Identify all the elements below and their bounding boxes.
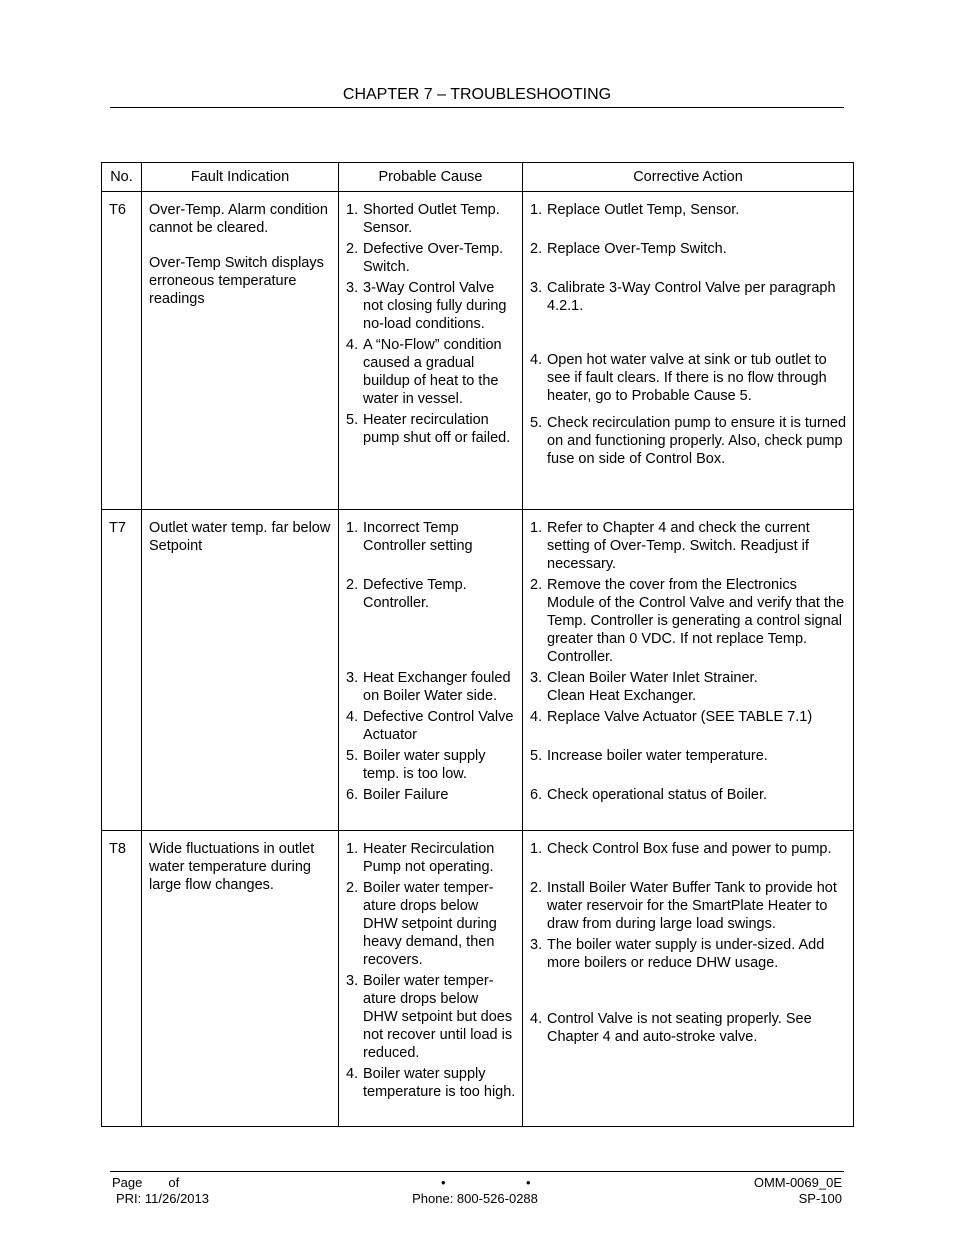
table-row-t8 [102, 831, 854, 1127]
action-item: 1. Check Control Box fuse and power to pump. [530, 841, 832, 857]
footer-center [380, 1175, 570, 1207]
action-item: 3. The boiler water supply is under-sized. Add more boilers or reduce DHW usage. [530, 937, 825, 971]
action-item: 3. Calibrate 3-Way Control Valve per paragraph 4.2.1. [530, 280, 836, 314]
cause-item: 3. Boiler water temper-ature drops below DHW setpoint but does not recover until load is reduced. [346, 973, 513, 1061]
bullet-icon: • [441, 1175, 446, 1190]
chapter-title: CHAPTER 7 – TROUBLESHOOTING [342, 86, 612, 103]
cause-item: 5. Heater recirculation pump shut off or failed. [346, 412, 511, 446]
fault-text: Over-Temp. Alarm condition cannot be cleared. [149, 202, 328, 236]
probable-cause-cell [339, 192, 523, 510]
fault-indication [142, 510, 339, 831]
action-item: 6. Check operational status of Boiler. [530, 787, 768, 803]
column-header-fault: Fault Indication [142, 163, 339, 192]
cause-item: 2. Defective Over-Temp. Switch. [346, 241, 504, 275]
cause-item: 2. Boiler water temper-ature drops below DHW setpoint during heavy demand, then recovers. [346, 880, 497, 968]
row-number: T6 [102, 192, 142, 510]
corrective-action-cell [523, 192, 854, 510]
fault-indication [142, 831, 339, 1127]
action-item: 1. Replace Outlet Temp, Sensor. [530, 202, 740, 218]
action-item: 2. Remove the cover from the Electronics Module of the Control Valve and verify that the Temp. Controller is generating a control signal greater than 0 VDC. If not replace Temp. Controller. [530, 577, 845, 665]
row-number: T8 [102, 831, 142, 1127]
document-number: OMM-0069_0E [753, 1175, 842, 1190]
column-header-no: No. [102, 163, 142, 192]
table-row-t7 [102, 510, 854, 831]
action-item: 4. Open hot water valve at sink or tub outlet to see if fault clears. If there is no flow through heater, go to Probable Cause 5. [530, 352, 827, 404]
troubleshooting-table [101, 162, 854, 1127]
column-header-action: Corrective Action [523, 163, 854, 192]
action-item: 2. Install Boiler Water Buffer Tank to provide hot water reservoir for the SmartPlate Heater to draw from during large load swings. [530, 880, 837, 932]
action-item: 4. Replace Valve Actuator (SEE TABLE 7.1) [530, 709, 813, 725]
cause-item: 1. Heater Recirculation Pump not operating. [346, 841, 495, 875]
cause-item: 3. Heat Exchanger fouled on Boiler Water side. [346, 670, 511, 704]
footer-divider [110, 1171, 844, 1172]
footer-left [112, 1175, 209, 1207]
bullet-icon: • [526, 1175, 531, 1190]
fault-text: Outlet water temp. far below Setpoint [149, 520, 331, 554]
header-divider [110, 107, 844, 108]
phone-number: Phone: 800-526-0288 [412, 1191, 538, 1206]
cause-item: 4. Defective Control Valve Actuator [346, 709, 514, 743]
cause-item: 6. Boiler Failure [346, 787, 449, 803]
probable-cause-cell [339, 831, 523, 1127]
action-item: 3. Clean Boiler Water Inlet Strainer. Clean Heat Exchanger. [530, 670, 758, 704]
cause-item: 1. Incorrect Temp Controller setting [346, 520, 473, 554]
action-item: 4. Control Valve is not seating properly. See Chapter 4 and auto-stroke valve. [530, 1011, 812, 1045]
fault-text: Wide fluctuations in outlet water temperature during large flow changes. [149, 841, 315, 893]
fault-indication [142, 192, 339, 510]
fault-text: Over-Temp Switch displays erroneous temperature readings [149, 255, 324, 307]
probable-cause-cell [339, 510, 523, 831]
table-row-t6 [102, 192, 854, 510]
revision-date: PRI: 11/26/2013 [116, 1191, 209, 1206]
model-number: SP-100 [798, 1191, 842, 1206]
cause-item: 4. A “No-Flow” condition caused a gradual buildup of heat to the water in vessel. [346, 337, 502, 407]
corrective-action-cell [523, 831, 854, 1127]
cause-item: 2. Defective Temp. Controller. [346, 577, 467, 611]
action-item: 5. Check recirculation pump to ensure it is turned on and functioning properly. Also, check pump fuse on side of Control Box. [530, 415, 847, 467]
corrective-action-cell [523, 510, 854, 831]
cause-item: 4. Boiler water supply temperature is too high. [346, 1066, 516, 1100]
action-item: 2. Replace Over-Temp Switch. [530, 241, 727, 257]
table-header-row [102, 163, 854, 192]
column-header-cause: Probable Cause [339, 163, 523, 192]
cause-item: 3. 3-Way Control Valve not closing fully during no-load conditions. [346, 280, 507, 332]
footer-bullets [380, 1175, 570, 1191]
action-item: 5. Increase boiler water temperature. [530, 748, 768, 764]
cause-item: 1. Shorted Outlet Temp. Sensor. [346, 202, 500, 236]
page-number: Page of [112, 1175, 180, 1190]
footer-right [660, 1175, 842, 1207]
row-number: T7 [102, 510, 142, 831]
cause-item: 5. Boiler water supply temp. is too low. [346, 748, 486, 782]
action-item: 1. Refer to Chapter 4 and check the current setting of Over-Temp. Switch. Readjust if necessary. [530, 520, 810, 572]
